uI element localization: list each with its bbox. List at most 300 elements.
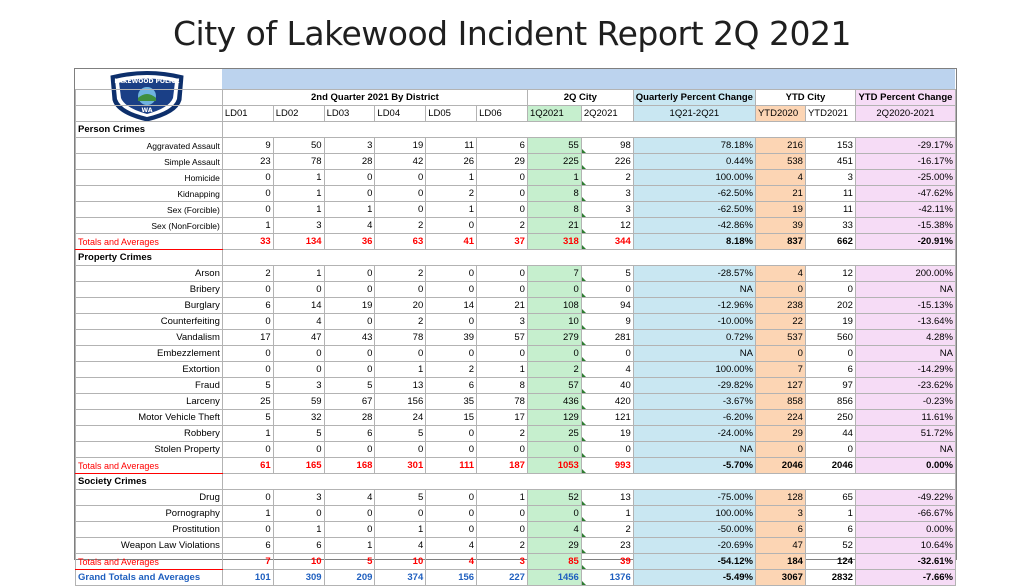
ld06-value: 0	[477, 202, 528, 218]
ld05-value: 0	[426, 266, 477, 282]
district-group-header: 2nd Quarter 2021 By District	[222, 90, 527, 106]
ytd2021-value: 97	[805, 378, 855, 394]
ld04-value: 2	[375, 218, 426, 234]
ld05-value: 0	[426, 442, 477, 458]
ld02-value: 134	[273, 234, 324, 250]
ytd2020-value: 3	[755, 506, 805, 522]
ytd2020-value: 21	[755, 186, 805, 202]
q2-2021-value: 40	[581, 378, 633, 394]
ld02-value: 10	[273, 554, 324, 570]
city-group-header: 2Q City	[527, 90, 633, 106]
col-ld02: LD02	[273, 106, 324, 122]
ytd2020-value: 4	[755, 170, 805, 186]
q2-2021-value: 0	[581, 346, 633, 362]
ytd2020-value: 127	[755, 378, 805, 394]
ld06-value: 1	[477, 362, 528, 378]
ld01-value: 0	[222, 490, 273, 506]
ytd2020-value: 837	[755, 234, 805, 250]
ytd-change-value: NA	[855, 346, 955, 362]
row-label: Prostitution	[76, 522, 223, 538]
ld06-value: 1	[477, 490, 528, 506]
ld02-value: 1	[273, 186, 324, 202]
ld02-value: 3	[273, 218, 324, 234]
table-row	[76, 362, 956, 378]
ld03-value: 0	[324, 362, 375, 378]
ld02-value: 3	[273, 490, 324, 506]
col-ytd2021: YTD2021	[805, 106, 855, 122]
table-row	[76, 170, 956, 186]
ytd2021-value: 3	[805, 170, 855, 186]
ld04-value: 19	[375, 138, 426, 154]
ld01-value: 25	[222, 394, 273, 410]
ytd2020-value: 0	[755, 282, 805, 298]
col-ld06: LD06	[477, 106, 528, 122]
ld01-value: 17	[222, 330, 273, 346]
ytd-change-value: -15.38%	[855, 218, 955, 234]
ld05-value: 2	[426, 186, 477, 202]
ytd-change-value: -13.64%	[855, 314, 955, 330]
q1-2021-value: 0	[527, 506, 581, 522]
ld03-value: 28	[324, 410, 375, 426]
table-row	[76, 266, 956, 282]
ytd2021-value: 1	[805, 506, 855, 522]
ld01-value: 61	[222, 458, 273, 474]
ld05-value: 0	[426, 346, 477, 362]
q2-2021-value: 12	[581, 218, 633, 234]
ld03-value: 0	[324, 266, 375, 282]
row-label: Extortion	[76, 362, 223, 378]
ytd2020-value: 22	[755, 314, 805, 330]
quarterly-change-value: -3.67%	[633, 394, 755, 410]
q1-2021-value: 52	[527, 490, 581, 506]
grand-totals-row	[76, 570, 956, 586]
ld03-value: 0	[324, 442, 375, 458]
ld04-value: 1	[375, 362, 426, 378]
table-row	[76, 218, 956, 234]
row-label: Totals and Averages	[76, 234, 223, 250]
ld01-value: 0	[222, 362, 273, 378]
ld02-value: 6	[273, 538, 324, 554]
ytd-change-value: -42.11%	[855, 202, 955, 218]
table-row	[76, 154, 956, 170]
ld04-value: 42	[375, 154, 426, 170]
q1-2021-value: 10	[527, 314, 581, 330]
q2-2021-value: 3	[581, 202, 633, 218]
row-label: Burglary	[76, 298, 223, 314]
ld01-value: 5	[222, 378, 273, 394]
ld04-value: 0	[375, 506, 426, 522]
row-label: Aggravated Assault	[76, 138, 223, 154]
ytd2021-value: 124	[805, 554, 855, 570]
row-label: Simple Assault	[76, 154, 223, 170]
ld04-value: 374	[375, 570, 426, 586]
ld04-value: 0	[375, 442, 426, 458]
ld05-value: 6	[426, 378, 477, 394]
col-ld04: LD04	[375, 106, 426, 122]
ld04-value: 4	[375, 538, 426, 554]
row-label: Bribery	[76, 282, 223, 298]
ytd2020-value: 0	[755, 442, 805, 458]
quarterly-change-value: -20.69%	[633, 538, 755, 554]
ld02-value: 1	[273, 202, 324, 218]
ytd2021-value: 451	[805, 154, 855, 170]
ld02-value: 0	[273, 362, 324, 378]
ytd2021-value: 11	[805, 202, 855, 218]
ld04-value: 1	[375, 522, 426, 538]
ld05-value: 4	[426, 538, 477, 554]
ld01-value: 5	[222, 410, 273, 426]
q2-2021-value: 19	[581, 426, 633, 442]
quarterly-change-value: -10.00%	[633, 314, 755, 330]
ld05-value: 26	[426, 154, 477, 170]
ld05-value: 111	[426, 458, 477, 474]
col-ld05: LD05	[426, 106, 477, 122]
ld01-value: 0	[222, 202, 273, 218]
logo-text-bottom: WA	[141, 107, 153, 114]
ld01-value: 101	[222, 570, 273, 586]
col-1q2021: 1Q2021	[527, 106, 581, 122]
ld05-value: 1	[426, 202, 477, 218]
ytd-change-value: -15.13%	[855, 298, 955, 314]
ld04-value: 0	[375, 282, 426, 298]
ld05-value: 4	[426, 554, 477, 570]
table-row	[76, 490, 956, 506]
ld05-value: 2	[426, 362, 477, 378]
table-row	[76, 506, 956, 522]
quarterly-change-value: 0.44%	[633, 154, 755, 170]
q1-2021-value: 7	[527, 266, 581, 282]
q1-2021-value: 4	[527, 522, 581, 538]
ytd2021-value: 2046	[805, 458, 855, 474]
q1-2021-value: 225	[527, 154, 581, 170]
person-crimes-section-row	[76, 122, 956, 138]
row-label: Kidnapping	[76, 186, 223, 202]
quarterly-change-value: 100.00%	[633, 362, 755, 378]
ld03-value: 5	[324, 554, 375, 570]
quarterly-change-value: -42.86%	[633, 218, 755, 234]
ld06-value: 8	[477, 378, 528, 394]
ld02-value: 1	[273, 266, 324, 282]
ytd2021-value: 33	[805, 218, 855, 234]
ld06-value: 0	[477, 186, 528, 202]
ld06-value: 3	[477, 314, 528, 330]
ld02-value: 47	[273, 330, 324, 346]
ytd2020-value: 858	[755, 394, 805, 410]
table-row	[76, 538, 956, 554]
ld03-value: 0	[324, 314, 375, 330]
ld05-value: 14	[426, 298, 477, 314]
ld06-value: 3	[477, 554, 528, 570]
table-row	[76, 202, 956, 218]
ld02-value: 5	[273, 426, 324, 442]
ld06-value: 0	[477, 266, 528, 282]
ld03-value: 4	[324, 490, 375, 506]
ld03-value: 28	[324, 154, 375, 170]
q2-2021-value: 2	[581, 170, 633, 186]
ld04-value: 13	[375, 378, 426, 394]
ld02-value: 165	[273, 458, 324, 474]
q2-2021-value: 2	[581, 522, 633, 538]
ld06-value: 17	[477, 410, 528, 426]
row-label: Arson	[76, 266, 223, 282]
ytd-change-value: 10.64%	[855, 538, 955, 554]
logo-text-top: LAKEWOOD POLICE	[114, 78, 180, 85]
ld02-value: 3	[273, 378, 324, 394]
ytd2020-value: 538	[755, 154, 805, 170]
ytd2020-value: 47	[755, 538, 805, 554]
header-band	[222, 69, 955, 89]
row-label: Vandalism	[76, 330, 223, 346]
row-label: Counterfeiting	[76, 314, 223, 330]
row-label: Stolen Property	[76, 442, 223, 458]
person-crimes-section-title: Person Crimes	[76, 122, 223, 138]
ld06-value: 187	[477, 458, 528, 474]
column-header-row	[76, 106, 956, 122]
quarterly-change-value: 0.72%	[633, 330, 755, 346]
quarterly-change-value: -12.96%	[633, 298, 755, 314]
ld06-value: 6	[477, 138, 528, 154]
ytd-change-value: -49.22%	[855, 490, 955, 506]
ytd2021-value: 6	[805, 362, 855, 378]
table-row	[76, 314, 956, 330]
quarterly-change-value: -62.50%	[633, 202, 755, 218]
q2-2021-value: 121	[581, 410, 633, 426]
ld06-value: 0	[477, 506, 528, 522]
ld04-value: 0	[375, 170, 426, 186]
table-row	[76, 138, 956, 154]
quarterly-change-value: -50.00%	[633, 522, 755, 538]
ytd2021-value: 153	[805, 138, 855, 154]
ytd2021-value: 0	[805, 442, 855, 458]
ytd2021-value: 856	[805, 394, 855, 410]
col-ytdpc: 2Q2020-2021	[855, 106, 955, 122]
ld01-value: 33	[222, 234, 273, 250]
quarterly-change-value: -6.20%	[633, 410, 755, 426]
table-row	[76, 282, 956, 298]
row-label: Robbery	[76, 426, 223, 442]
ld01-value: 0	[222, 170, 273, 186]
ld01-value: 0	[222, 442, 273, 458]
ld04-value: 63	[375, 234, 426, 250]
ld04-value: 5	[375, 490, 426, 506]
table-row	[76, 186, 956, 202]
ld06-value: 0	[477, 282, 528, 298]
quarterly-change-value: -75.00%	[633, 490, 755, 506]
ld02-value: 309	[273, 570, 324, 586]
q1-2021-value: 0	[527, 346, 581, 362]
ytd2021-value: 0	[805, 346, 855, 362]
q1-2021-value: 436	[527, 394, 581, 410]
quarterly-change-value: NA	[633, 346, 755, 362]
q2-2021-value: 94	[581, 298, 633, 314]
ld05-value: 0	[426, 522, 477, 538]
q2-2021-value: 0	[581, 282, 633, 298]
table-row	[76, 394, 956, 410]
ytd2021-value: 250	[805, 410, 855, 426]
col-ld01: LD01	[222, 106, 273, 122]
ytd-change-value: -14.29%	[855, 362, 955, 378]
ld01-value: 1	[222, 506, 273, 522]
quarterly-change-value: NA	[633, 282, 755, 298]
q1-2021-value: 55	[527, 138, 581, 154]
ld05-value: 156	[426, 570, 477, 586]
ld03-value: 0	[324, 346, 375, 362]
ld03-value: 43	[324, 330, 375, 346]
table-row	[76, 346, 956, 362]
ld06-value: 57	[477, 330, 528, 346]
ytd2021-value: 65	[805, 490, 855, 506]
ld04-value: 0	[375, 202, 426, 218]
ld03-value: 67	[324, 394, 375, 410]
q1-2021-value: 8	[527, 186, 581, 202]
row-label: Homicide	[76, 170, 223, 186]
quarterly-change-value: 8.18%	[633, 234, 755, 250]
quarterly-change-value: -5.70%	[633, 458, 755, 474]
ld04-value: 2	[375, 314, 426, 330]
table-row	[76, 426, 956, 442]
ld01-value: 1	[222, 426, 273, 442]
row-label: Totals and Averages	[76, 554, 223, 570]
ld03-value: 1	[324, 538, 375, 554]
ytd-change-value: NA	[855, 442, 955, 458]
row-label: Motor Vehicle Theft	[76, 410, 223, 426]
q1-2021-value: 1053	[527, 458, 581, 474]
ytd2021-value: 560	[805, 330, 855, 346]
quarterly-change-value: 100.00%	[633, 506, 755, 522]
ytd2021-value: 52	[805, 538, 855, 554]
ytd2020-value: 39	[755, 218, 805, 234]
ld04-value: 20	[375, 298, 426, 314]
quarterly-change-value: NA	[633, 442, 755, 458]
ytd2020-value: 224	[755, 410, 805, 426]
ld02-value: 32	[273, 410, 324, 426]
ld06-value: 21	[477, 298, 528, 314]
q1-2021-value: 279	[527, 330, 581, 346]
society-crimes-section-row	[76, 474, 956, 490]
q2-2021-value: 4	[581, 362, 633, 378]
ytd2021-value: 6	[805, 522, 855, 538]
col-ld03: LD03	[324, 106, 375, 122]
group-header-row	[76, 90, 956, 106]
ld05-value: 35	[426, 394, 477, 410]
ld01-value: 23	[222, 154, 273, 170]
ld05-value: 1	[426, 170, 477, 186]
q1-2021-value: 21	[527, 218, 581, 234]
ld01-value: 0	[222, 314, 273, 330]
row-label: Sex (NonForcible)	[76, 218, 223, 234]
q1-2021-value: 1456	[527, 570, 581, 586]
ytd2021-value: 0	[805, 282, 855, 298]
property-crimes-section-title: Property Crimes	[76, 250, 223, 266]
ld05-value: 15	[426, 410, 477, 426]
ytd-change-value: -7.66%	[855, 570, 955, 586]
row-label: Larceny	[76, 394, 223, 410]
ytd2021-value: 19	[805, 314, 855, 330]
ld04-value: 10	[375, 554, 426, 570]
ld03-value: 0	[324, 506, 375, 522]
q2-2021-value: 98	[581, 138, 633, 154]
quarterly-change-value: -24.00%	[633, 426, 755, 442]
ld03-value: 0	[324, 170, 375, 186]
society-crimes-section-title: Society Crimes	[76, 474, 223, 490]
q2-2021-value: 23	[581, 538, 633, 554]
ytd2020-value: 7	[755, 362, 805, 378]
quarterly-change-value: -54.12%	[633, 554, 755, 570]
q1-2021-value: 0	[527, 442, 581, 458]
ld04-value: 156	[375, 394, 426, 410]
ytd-change-value: -47.62%	[855, 186, 955, 202]
ytd2021-value: 44	[805, 426, 855, 442]
ytd-change-value: -16.17%	[855, 154, 955, 170]
ld05-value: 0	[426, 314, 477, 330]
q2-2021-value: 993	[581, 458, 633, 474]
ytd-change-value: -0.23%	[855, 394, 955, 410]
ld06-value: 227	[477, 570, 528, 586]
ytd2020-value: 238	[755, 298, 805, 314]
ld01-value: 2	[222, 266, 273, 282]
ld02-value: 0	[273, 282, 324, 298]
ld04-value: 78	[375, 330, 426, 346]
col-qpc: 1Q21-2Q21	[633, 106, 755, 122]
q2-2021-value: 5	[581, 266, 633, 282]
ytd2020-value: 128	[755, 490, 805, 506]
property-crimes-section-row	[76, 250, 956, 266]
ytd-change-value: -29.17%	[855, 138, 955, 154]
ld02-value: 1	[273, 170, 324, 186]
ld06-value: 0	[477, 442, 528, 458]
ld03-value: 4	[324, 218, 375, 234]
ld02-value: 0	[273, 346, 324, 362]
q2-2021-value: 3	[581, 186, 633, 202]
q2-2021-value: 1376	[581, 570, 633, 586]
q2-2021-value: 344	[581, 234, 633, 250]
ytd-change-value: -32.61%	[855, 554, 955, 570]
table-row	[76, 330, 956, 346]
ytd-change-value: 4.28%	[855, 330, 955, 346]
ld03-value: 209	[324, 570, 375, 586]
ld06-value: 0	[477, 522, 528, 538]
q2-2021-value: 13	[581, 490, 633, 506]
quarterly-change-value: -5.49%	[633, 570, 755, 586]
ld05-value: 39	[426, 330, 477, 346]
ld05-value: 0	[426, 218, 477, 234]
ytd-change-value: NA	[855, 282, 955, 298]
ytd-group-header: YTD City	[755, 90, 855, 106]
q1-2021-value: 1	[527, 170, 581, 186]
ld06-value: 37	[477, 234, 528, 250]
table-row	[76, 410, 956, 426]
q1-2021-value: 85	[527, 554, 581, 570]
quarterly-change-value: -28.57%	[633, 266, 755, 282]
col-2q2021: 2Q2021	[581, 106, 633, 122]
ld03-value: 0	[324, 282, 375, 298]
ld02-value: 0	[273, 442, 324, 458]
ld04-value: 301	[375, 458, 426, 474]
col-ytd2020: YTD2020	[755, 106, 805, 122]
ld01-value: 0	[222, 282, 273, 298]
ytd-change-value: -20.91%	[855, 234, 955, 250]
ld01-value: 0	[222, 522, 273, 538]
ld01-value: 0	[222, 186, 273, 202]
ld05-value: 0	[426, 282, 477, 298]
ld03-value: 19	[324, 298, 375, 314]
ytd2020-value: 4	[755, 266, 805, 282]
ytd2020-value: 216	[755, 138, 805, 154]
q2-2021-value: 1	[581, 506, 633, 522]
ld05-value: 0	[426, 426, 477, 442]
ld05-value: 11	[426, 138, 477, 154]
ld03-value: 36	[324, 234, 375, 250]
